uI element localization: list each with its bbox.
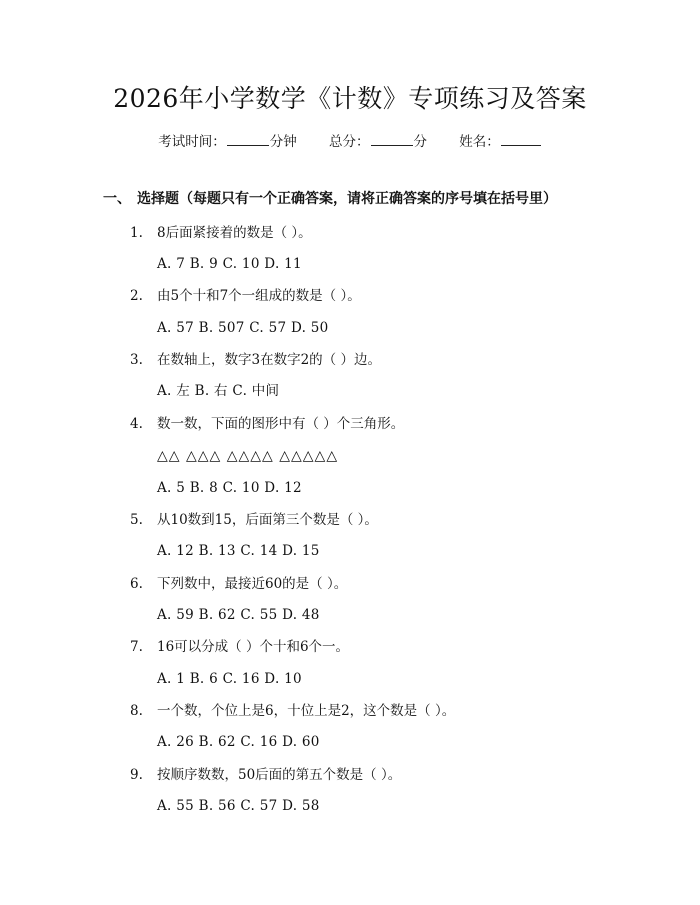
- question-text: 下列数中，最接近60的是（ ）。: [157, 576, 348, 592]
- question-4-options: A. 5 B. 8 C. 10 D. 12: [157, 480, 302, 496]
- question-9-options: A. 55 B. 56 C. 57 D. 58: [157, 798, 320, 814]
- question-8-options: A. 26 B. 62 C. 16 D. 60: [157, 734, 320, 750]
- question-2-options: A. 57 B. 507 C. 57 D. 50: [157, 320, 329, 336]
- question-4: [130, 414, 404, 434]
- question-7: [130, 637, 349, 657]
- document-title: 2026年小学数学《计数》专项练习及答案: [113, 84, 587, 113]
- question-text: 数一数，下面的图形中有（ ）个三角形。: [157, 416, 405, 432]
- student-name-label: 姓名：: [459, 134, 500, 150]
- question-number: 2.: [130, 288, 143, 304]
- question-6-options: A. 59 B. 62 C. 55 D. 48: [157, 607, 320, 623]
- question-number: 6.: [130, 576, 143, 592]
- total-score-label: 总分：: [329, 134, 370, 150]
- total-score-field: [329, 134, 427, 150]
- question-2: [130, 286, 361, 306]
- question-3-options: A. 左 B. 右 C. 中间: [157, 383, 280, 399]
- question-5: [130, 510, 378, 530]
- total-score-unit: 分: [413, 134, 427, 150]
- question-text: 8后面紧接着的数是（ ）。: [157, 225, 312, 241]
- question-number: 3.: [130, 352, 143, 368]
- question-text: 一个数，个位上是6，十位上是2，这个数是（ ）。: [157, 703, 456, 719]
- question-1-options: A. 7 B. 9 C. 10 D. 11: [157, 256, 302, 272]
- question-number: 5.: [130, 512, 143, 528]
- question-text: 在数轴上，数字3在数字2的（ ）边。: [157, 352, 381, 368]
- question-5-options: A. 12 B. 13 C. 14 D. 15: [157, 543, 320, 559]
- question-number: 1.: [130, 225, 143, 241]
- question-7-options: A. 1 B. 6 C. 16 D. 10: [157, 671, 302, 687]
- triangle-figure: △△ △△△ △△△△ △△△△△: [157, 448, 339, 464]
- section-title: 选择题（每题只有一个正确答案，请将正确答案的序号填在括号里）: [137, 191, 557, 207]
- exam-time-blank: [227, 131, 269, 146]
- question-text: 16可以分成（ ）个十和6个一。: [157, 639, 350, 655]
- question-number: 9.: [130, 767, 143, 783]
- question-8: [130, 701, 455, 721]
- question-text: 按顺序数数，50后面的第五个数是（ ）。: [157, 767, 402, 783]
- exam-time-unit: 分钟: [269, 134, 297, 150]
- question-6: [130, 574, 347, 594]
- question-3: [130, 350, 381, 370]
- section-number: 一、: [103, 191, 131, 207]
- exam-info-line: [0, 131, 700, 152]
- question-9: [130, 765, 401, 785]
- student-name-blank: [501, 131, 541, 146]
- question-number: 4.: [130, 416, 143, 432]
- question-text: 由5个十和7个一组成的数是（ ）。: [157, 288, 361, 304]
- question-number: 8.: [130, 703, 143, 719]
- question-number: 7.: [130, 639, 143, 655]
- student-name-field: [459, 134, 542, 150]
- question-1: [130, 223, 312, 243]
- exam-time-label: 考试时间：: [158, 134, 226, 150]
- section-heading: [103, 189, 557, 209]
- exam-time-field: [158, 134, 297, 150]
- total-score-blank: [371, 131, 413, 146]
- question-text: 从10数到15，后面第三个数是（ ）。: [157, 512, 378, 528]
